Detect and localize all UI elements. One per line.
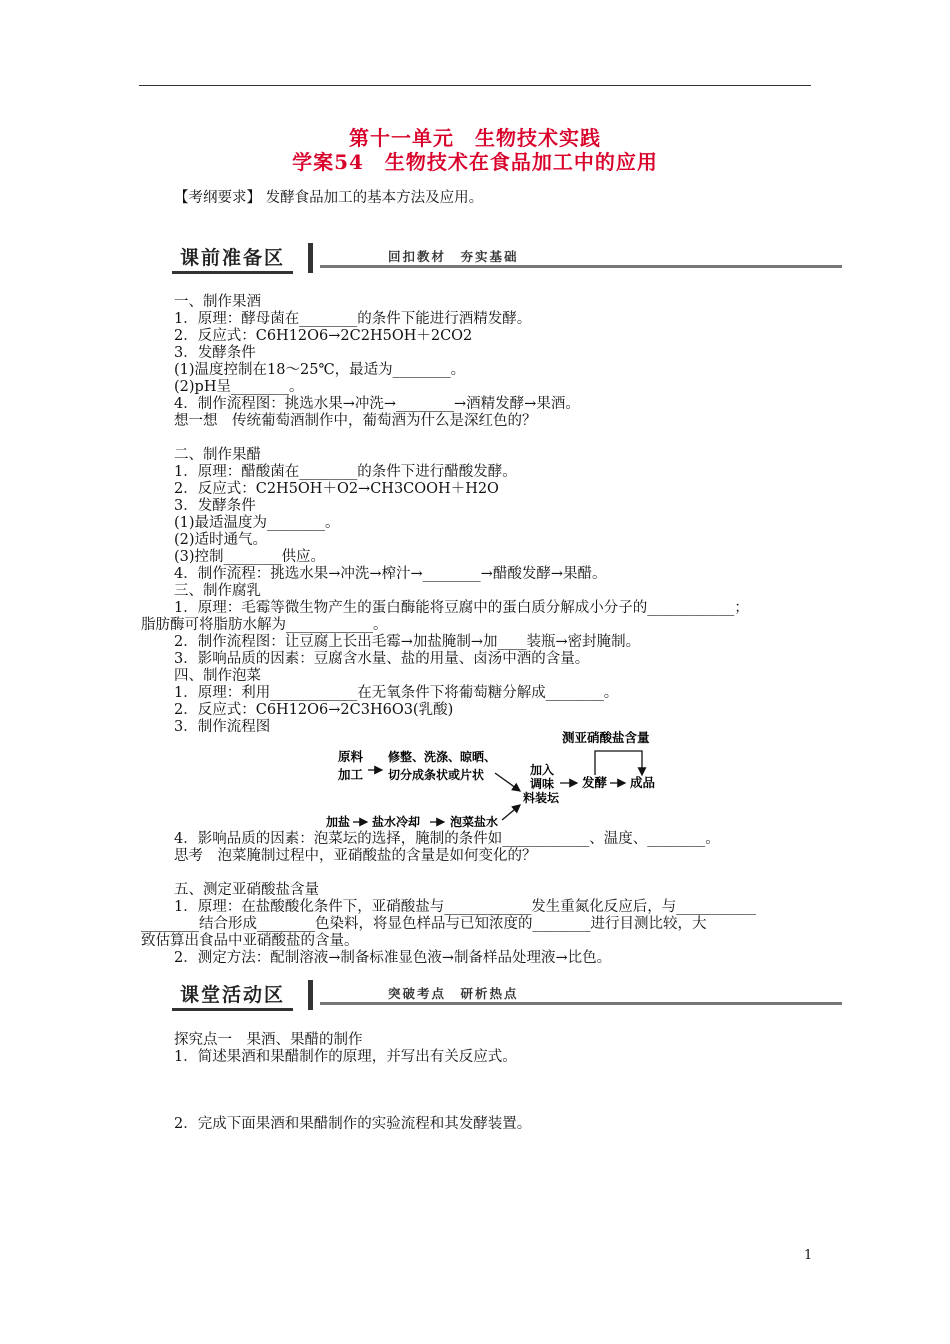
text-line: 致估算出食品中亚硝酸盐的含量。 [141,933,359,949]
section-bar-prep [172,245,842,275]
flow-raw: 原料 [338,749,364,764]
text-line: ________结合形成________色染料，将显色样品与已知浓度的________进行目测比较，大 [141,916,707,932]
text-line: 二、制作果醋 [174,447,261,463]
text-line: (3)控制________供应。 [174,549,326,565]
text-line: (2)pH呈________。 [174,379,304,395]
text-line: 2．测定方法：配制溶液→制备标准显色液→制备样品处理液→比色。 [174,950,612,966]
flow-product: 成品 [630,775,656,790]
unit-title: 第十一单元 生物技术实践 [349,126,601,150]
text-line: 一、制作果酒 [174,294,261,310]
text-line: 2．完成下面果酒和果醋制作的实验流程和其发酵装置。 [174,1116,532,1132]
text-line: 3．制作流程图 [174,719,271,735]
text-line: 三、制作腐乳 [174,583,261,599]
flow-ferment: 发酵 [582,775,608,790]
text-line: 1．简述果酒和果醋制作的原理，并写出有关反应式。 [174,1049,517,1065]
text-line: (1)温度控制在18～25℃，最适为________。 [174,362,466,378]
text-line: 2．反应式：C6H12O6→2C3H6O3(乳酸) [174,702,454,718]
text-line: 4．影响品质的因素：泡菜坛的选择，腌制的条件如____________、温度、________。 [174,831,720,847]
pickle-flow-diagram [320,725,680,835]
text-line: 五、测定亚硝酸盐含量 [174,882,319,898]
flow-brine: 泡菜盐水 [450,815,499,829]
text-line: 2．反应式：C6H12O6→2C2H5OH＋2CO2 [174,328,473,344]
text-line: 想一想 传统葡萄酒制作中，葡萄酒为什么是深红色的？ [174,413,537,429]
text-line: 脂肪酶可将脂肪水解为____________。 [141,617,388,633]
flow-step2: 切分成条状或片状 [388,768,485,782]
flow-measure: 测亚硝酸盐含量 [562,730,650,745]
text-line: 1．原理：醋酸菌在________的条件下进行醋酸发酵。 [174,464,517,480]
section-bar-class [172,982,842,1012]
flow-add1: 加入 [530,763,555,777]
page-number: 1 [804,1248,813,1263]
flow-arrow [495,773,520,791]
flow-add3: 料装坛 [523,791,560,805]
text-line: 探究点一 果酒、果醋的制作 [174,1032,363,1048]
flow-add2: 调味 [530,777,555,791]
flow-salt: 加盐 [326,815,351,829]
section-rule [320,265,842,268]
text-line: 四、制作泡菜 [174,668,261,684]
text-line: 4．制作流程图：挑选水果→冲洗→________→酒精发酵→果酒。 [174,396,580,412]
text-line: 1．原理：酵母菌在________的条件下能进行酒精发酵。 [174,311,532,327]
text-line: 4．制作流程：挑选水果→冲洗→榨汁→________→醋酸发酵→果醋。 [174,566,607,582]
lesson-title: 学案54 生物技术在食品加工中的应用 [292,150,658,174]
flow-branch-line [595,751,642,775]
flow-arrow [502,805,520,820]
text-line: (1)最适温度为________。 [174,515,340,531]
text-line: 3．发酵条件 [174,345,256,361]
section-label: 课前准备区 [172,245,293,274]
text-line: 1．原理：利用____________在无氧条件下将葡萄糖分解成________。 [174,685,619,701]
intro-requirement: 【考纲要求】 发酵食品加工的基本方法及应用。 [174,190,484,206]
section-divider [308,243,313,273]
text-line: 1．原理：在盐酸酸化条件下，亚硝酸盐与____________发生重氮化反应后，与___________ [174,899,756,915]
flow-process: 加工 [338,767,364,782]
text-line: 2．反应式：C2H5OH＋O2→CH3COOH＋H2O [174,481,499,497]
section-divider [308,980,313,1010]
text-line: 3．影响品质的因素：豆腐含水量、盐的用量、卤汤中酒的含量。 [174,651,590,667]
top-rule [139,85,811,86]
section-label: 课堂活动区 [172,982,293,1011]
text-line: 2．制作流程图：让豆腐上长出毛霉→加盐腌制→加____装瓶→密封腌制。 [174,634,641,650]
section-rule [320,1002,842,1005]
text-line: 思考 泡菜腌制过程中，亚硝酸盐的含量是如何变化的？ [174,848,537,864]
text-line: 1．原理：毛霉等微生物产生的蛋白酶能将豆腐中的蛋白质分解成小分子的____________； [174,600,749,616]
section-subtitle: 突破考点 研析热点 [388,986,519,1001]
section-subtitle: 回扣教材 夯实基础 [388,249,519,264]
flow-cool: 盐水冷却 [372,815,421,829]
flow-step1: 修整、洗涤、晾晒、 [388,750,497,764]
text-line: (2)适时通气。 [174,532,268,548]
text-line: 3．发酵条件 [174,498,256,514]
